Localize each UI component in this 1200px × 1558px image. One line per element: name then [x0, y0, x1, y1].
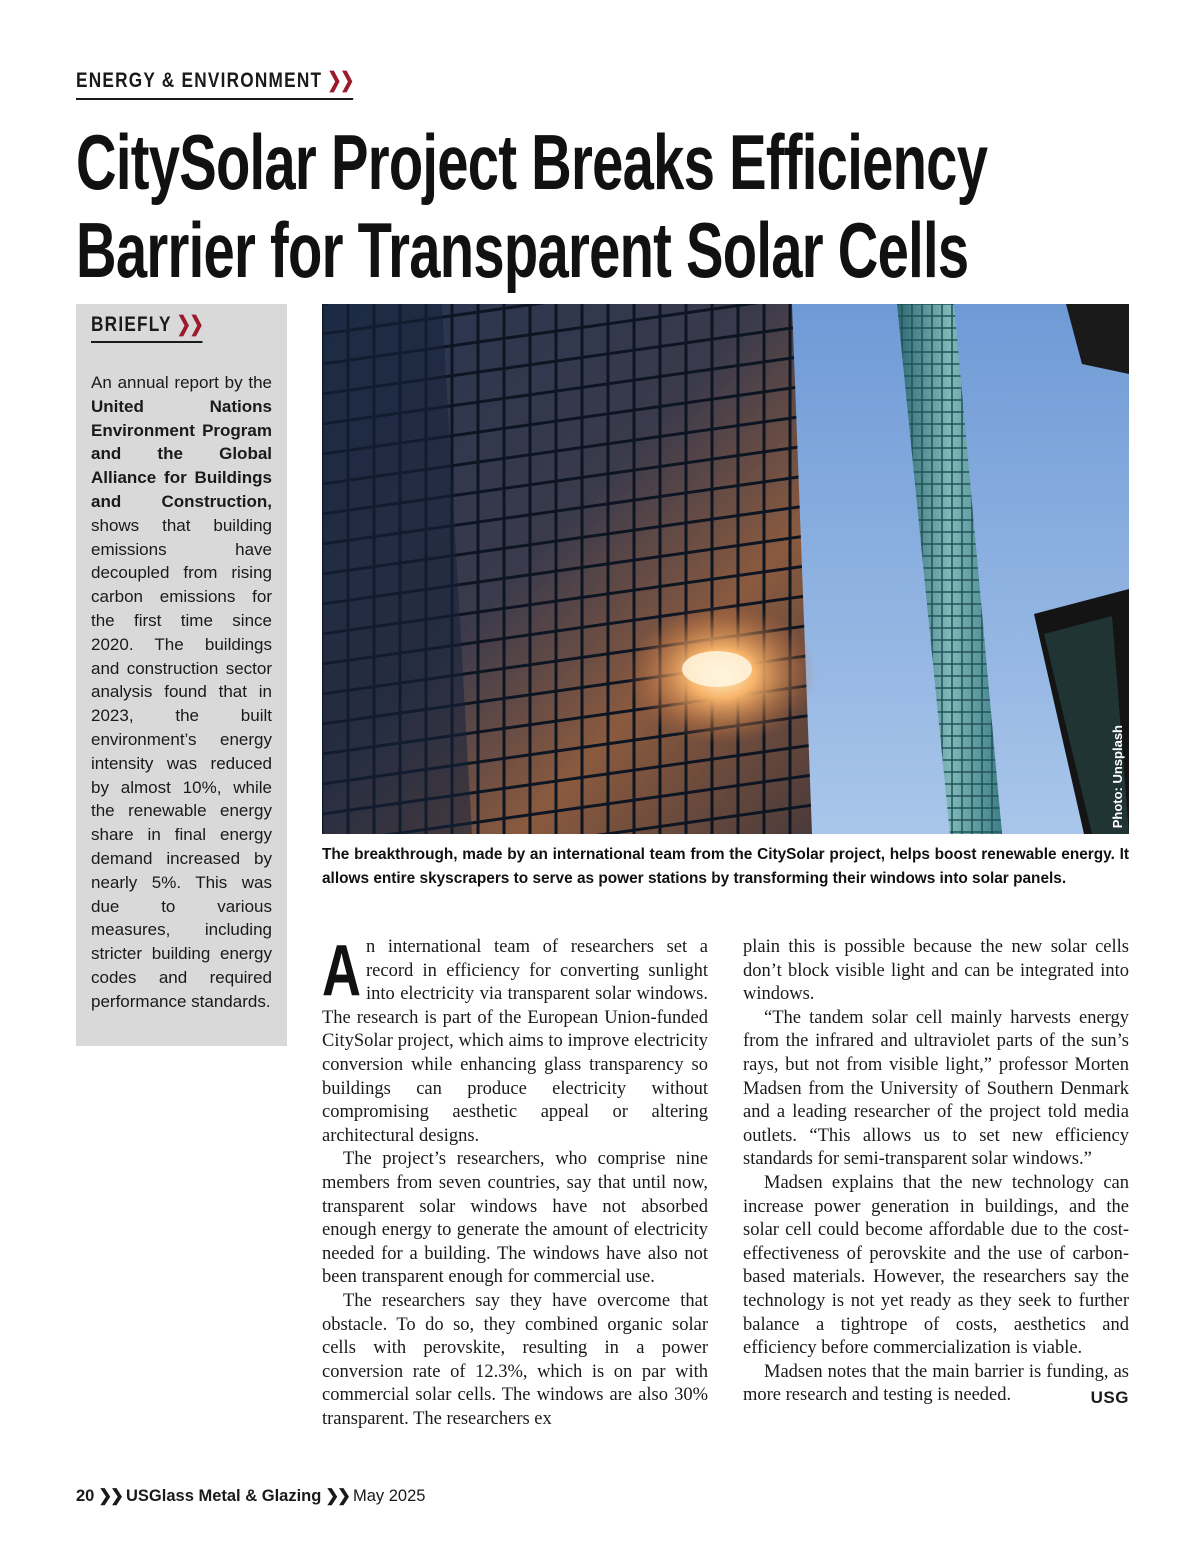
- article-paragraph: The researchers say they have overcome that obstacle. To do so, they combined organic solar cells with perovskite, resulting in a power conversion rate of 12.3%, which is on par with commercial solar cells. The windows are also 30% transparent. The researchers ex: [322, 1290, 708, 1429]
- chevron-icon: ❯❯: [327, 69, 353, 92]
- issue-date: May 2025: [352, 1487, 426, 1505]
- briefly-sidebar: [76, 304, 287, 1046]
- page-number: 20: [76, 1487, 95, 1505]
- section-label: ENERGY & ENVIRONMENT ❯❯: [76, 68, 353, 100]
- article-paragraph: Madsen explains that the new technology can increase power generation in buildings, and the solar cell could become affordable due to the cost-effectiveness of perovskite and the use of carbon-based materials. However, the researchers say the technology is not yet ready as they seek to further balance a tightrope of costs, aesthetics and efficiency before commercialization is viable.: [743, 1172, 1129, 1359]
- article-column-right: [743, 936, 1129, 1410]
- chevron-icon: ❯❯: [325, 1487, 349, 1505]
- photo-credit: Photo: Unsplash: [1110, 724, 1125, 828]
- headline-line-1: CitySolar Project Breaks Efficiency: [76, 118, 988, 206]
- article-paragraph: “The tandem solar cell mainly harvests energy from the infrared and ultraviolet parts of the sun’s rays, but not from visible light,” professor Morten Madsen from the University of Southern Denmark and a leading researcher of the project told media outlets. “This allows us to set new efficiency standards for semi-transparent solar windows.”: [743, 1007, 1129, 1170]
- briefly-bold-text: United Nations Environment Program and the Global Alliance for Buildings and Construction,: [91, 396, 272, 511]
- chevron-icon: ❯❯: [98, 1487, 123, 1505]
- drop-cap: A: [322, 931, 361, 1011]
- article-paragraph: An international team of researchers set a record in efficiency for converting sunlight into electricity via transparent solar windows. The research is part of the European Union-funded CitySolar project, which aims to improve electricity conversion while enhancing glass transparency so buildings can produce electricity without compromising aesthetic appeal or altering architectural designs.: [322, 931, 708, 1146]
- article-column-left: [322, 931, 708, 1431]
- skyscraper-illustration: [322, 304, 1129, 834]
- end-mark: USG: [1090, 1388, 1129, 1408]
- article-paragraph: The project’s researchers, who comprise nine members from seven countries, say that until now, transparent solar windows have not absorbed enough energy to generate the amount of electricity needed for a building. The windows have also not been transparent enough for commercial use.: [322, 1149, 708, 1288]
- article-paragraph: Madsen notes that the main barrier is funding, as more research and testing is needed. USG: [743, 1361, 1129, 1408]
- headline: [76, 118, 988, 294]
- photo-caption: The breakthrough, made by an international team from the CitySolar project, helps boost renewable energy. It allows entire skyscrapers to serve as power stations by transforming their windows into solar panels.: [322, 846, 1129, 887]
- briefly-label: BRIEFLY ❯❯: [91, 312, 202, 343]
- article-paragraph: plain this is possible because the new solar cells don’t block visible light and can be integrated into windows.: [743, 937, 1129, 1005]
- publication-name: USGlass Metal & Glazing: [126, 1487, 322, 1505]
- skyscraper-photo: [322, 304, 1129, 834]
- page-footer: [76, 1486, 425, 1506]
- briefly-text: An annual report by the United Nations Environment Program and the Global Alliance for Buildings and Construction, shows that building emissions have decoupled from rising carbon emissions for the first time since 2020. The buildings and construction sector analysis found that in 2023, the built environment’s energy intensity was reduced by almost 10%, while the renewable energy share in final energy demand increased by nearly 5%. This was due to various measures, including stricter building energy codes and required performance standards.: [91, 373, 272, 1011]
- headline-line-2: Barrier for Transparent Solar Cells: [76, 206, 969, 294]
- chevron-icon: ❯❯: [176, 313, 203, 336]
